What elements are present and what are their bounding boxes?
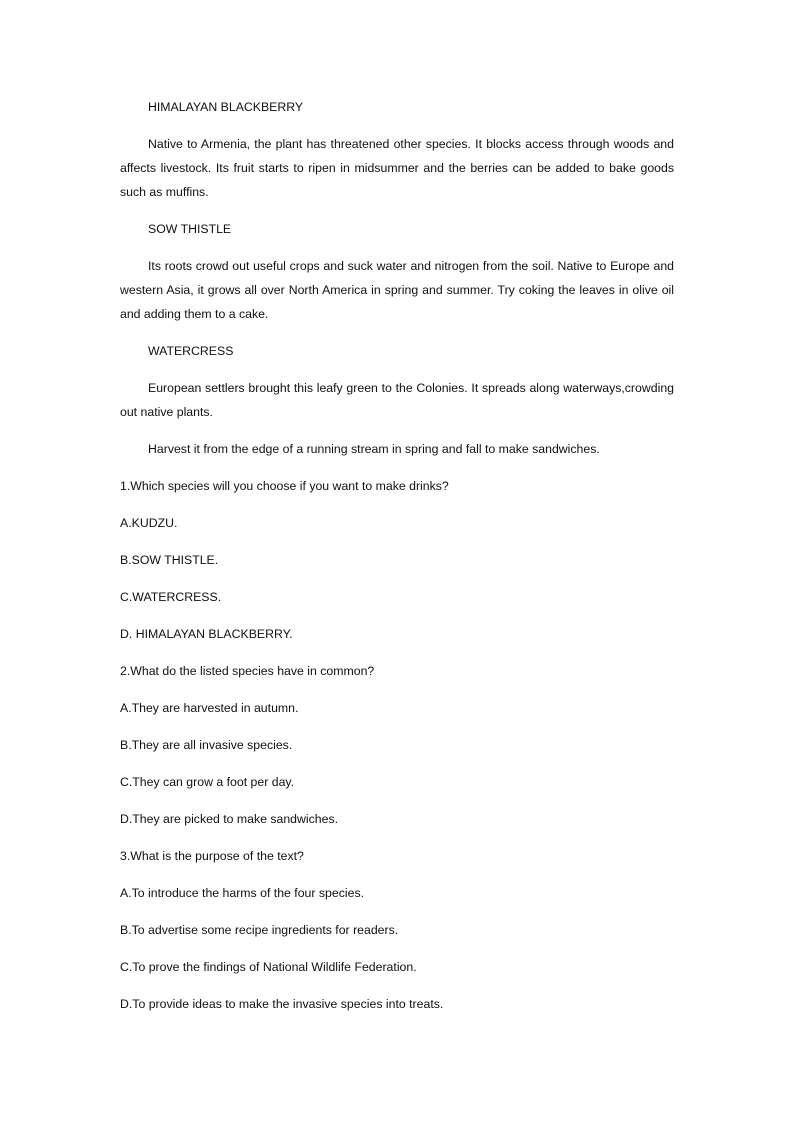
question-2-option-a: A.They are harvested in autumn. <box>120 701 299 715</box>
question-1-option-d: D. HIMALAYAN BLACKBERRY. <box>120 627 293 641</box>
question-1-option-b: B.SOW THISTLE. <box>120 553 219 567</box>
question-1-option-a: A.KUDZU. <box>120 516 178 530</box>
heading-himalayan-blackberry: HIMALAYAN BLACKBERRY <box>148 100 304 114</box>
paragraph-himalayan-blackberry: Native to Armenia, the plant has threatened other species. It blocks access through woods and affects livestock. Its fruit starts to ripen in midsummer and the berries can be added to bake goods such as muffins. <box>120 137 674 199</box>
paragraph-watercress-1: European settlers brought this leafy green to the Colonies. It spreads along waterways,crowding out native plants. <box>120 381 674 419</box>
question-3-option-d: D.To provide ideas to make the invasive species into treats. <box>120 997 444 1011</box>
heading-watercress: WATERCRESS <box>148 344 234 358</box>
question-3-option-a: A.To introduce the harms of the four species. <box>120 886 365 900</box>
question-1-option-c: C.WATERCRESS. <box>120 590 222 604</box>
document-page <box>120 95 674 1016</box>
heading-sow-thistle: SOW THISTLE <box>148 222 232 236</box>
question-2-option-c: C.They can grow a foot per day. <box>120 775 295 789</box>
question-1-stem: 1.Which species will you choose if you want to make drinks? <box>120 479 449 493</box>
question-3-option-c: C.To prove the findings of National Wildlife Federation. <box>120 960 417 974</box>
paragraph-sow-thistle: Its roots crowd out useful crops and suck water and nitrogen from the soil. Native to Europe and western Asia, it grows all over North America in spring and summer. Try coking the leaves in olive oil and adding them to a cake. <box>120 259 674 321</box>
question-2-option-d: D.They are picked to make sandwiches. <box>120 812 339 826</box>
question-2-stem: 2.What do the listed species have in common? <box>120 664 375 678</box>
question-2-option-b: B.They are all invasive species. <box>120 738 293 752</box>
question-3-option-b: B.To advertise some recipe ingredients for readers. <box>120 923 399 937</box>
paragraph-watercress-2: Harvest it from the edge of a running stream in spring and fall to make sandwiches. <box>148 442 600 456</box>
question-3-stem: 3.What is the purpose of the text? <box>120 849 304 863</box>
